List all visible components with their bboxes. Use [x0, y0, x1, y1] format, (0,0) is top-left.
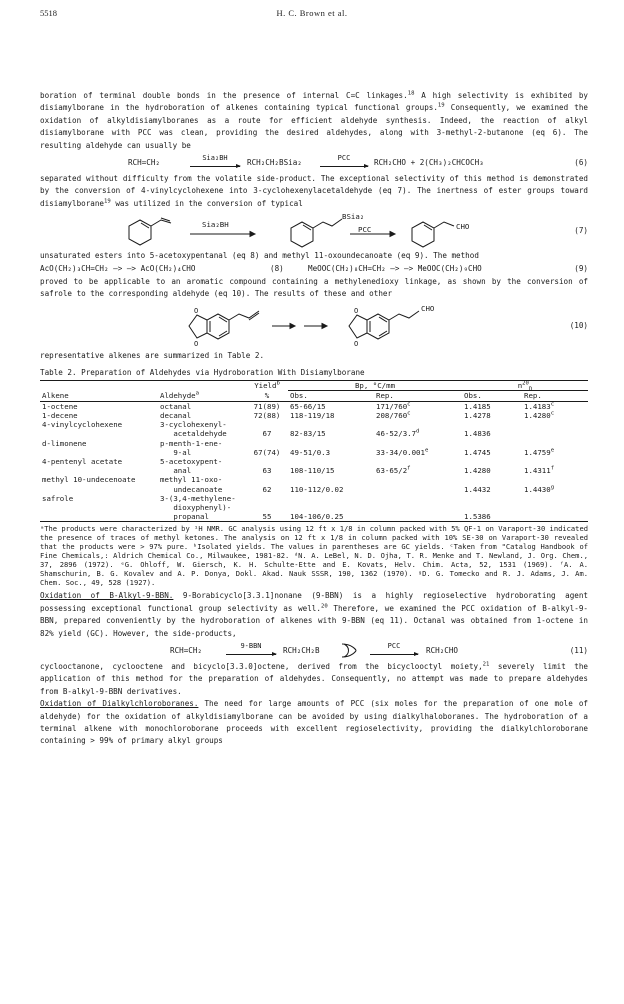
dioxole-ring-2 [349, 315, 367, 338]
table-row [40, 448, 588, 457]
cell-n-obs: 1.4745 [464, 447, 491, 457]
table-row [40, 512, 588, 522]
cell-aldehyde: acetaldehyde [160, 429, 227, 439]
cell-bp-rep: 171/760$^c$ [376, 401, 411, 411]
table-row [40, 401, 588, 411]
table-row [40, 457, 588, 466]
dioxole-ring-1 [189, 315, 207, 338]
cell-n-obs [462, 494, 522, 503]
cell-n-obs: 1.5386 [462, 512, 522, 522]
cell-yield: 55 [246, 512, 288, 522]
table-header-row-1: Yield$^b$ Bp, °C/mm $n^{20}_D$ [40, 381, 588, 391]
cell-yield [246, 503, 288, 512]
cell-bp-rep: 63-65/2$^f$ [376, 465, 411, 476]
eq6-arrow-2: PCC [320, 154, 368, 164]
cell-n-rep [522, 420, 588, 429]
cell-bp-obs [288, 420, 374, 429]
eq11-arrow-2: PCC [370, 642, 418, 652]
col-rep: Rep. [374, 391, 462, 401]
cell-bp-obs [288, 503, 374, 512]
cell-n-rep [522, 512, 588, 522]
cyclohexene-ring-2 [291, 222, 313, 247]
cell-bp-rep [374, 485, 462, 494]
table-row [40, 466, 588, 475]
cell-n-rep [522, 457, 588, 466]
cell-yield: 71(89) [253, 401, 281, 411]
cell-n-rep [522, 475, 588, 484]
cell-n-rep [522, 429, 588, 438]
table-row [40, 411, 588, 420]
eq6-intermediate: RCH₂CH₂BSia₂ [247, 158, 302, 168]
cell-n-obs: 1.4185 [464, 401, 491, 411]
cell-bp-obs: 108-110/15 [290, 466, 335, 476]
cell-aldehyde: anal [160, 466, 192, 476]
eq10-cho: CHO [421, 304, 435, 314]
cell-n-rep: 1.4183$^c$ [524, 401, 555, 411]
cell-n-rep [522, 503, 588, 512]
cell-alkene: 1-decene [42, 410, 78, 420]
cyclohexene-ring [129, 220, 151, 245]
cell-n-obs: 1.4836 [464, 429, 491, 439]
equation-10 [40, 300, 588, 350]
cell-aldehyde: 3-cyclohexenyl- [160, 420, 227, 430]
cell-bp-obs [288, 439, 374, 448]
cell-aldehyde: p-menth-1-ene- [160, 438, 223, 448]
eq6-reactant: RCH=CH₂ [128, 158, 161, 168]
section-9bbn: Oxidation of B-Alkyl-9-BBN. 9-Borabicyclo[3.3.1]nonane (9-BBN) is a highly regioselective hydroborating agent possessing exceptional functional group selectivity as well.$^{20}$ Therefore, we examined the PCC oxidation of B-alkyl-9-BBN, prepared conveniently by the hydroboration of alkenes with 9-BBN (eq 11). Octanal was obtained from 1-octene in 82% yield (GC). However, the side-products, [40, 591, 589, 638]
cell-bp-obs: 110-112/0.02 [290, 484, 344, 494]
col-nd: n [517, 381, 523, 391]
eq7-cho: CHO [456, 222, 470, 232]
cell-aldehyde: octanal [160, 401, 192, 411]
vinyl-group [151, 220, 171, 226]
cell-bp-obs: 104-106/0.25 [288, 512, 374, 522]
cell-yield: 63 [262, 466, 272, 476]
cell-n-rep: 1.4430$^g$ [524, 484, 555, 494]
cell-n-obs [462, 503, 522, 512]
eq11-arrow-1: 9-BBN [226, 642, 276, 652]
col-yield: Yield [254, 381, 277, 391]
eq7-reagent2: PCC [358, 225, 372, 235]
eq10-structures [40, 300, 588, 350]
cell-n-obs [462, 439, 522, 448]
eq6-arrow-1: Sia₂BH [190, 154, 240, 164]
col-pct: % [246, 391, 288, 401]
cyclohexene-ring-3 [412, 222, 434, 247]
eq6-product: RCH₂CHO + 2(CH₃)₂CHCOCH₃ [374, 158, 484, 168]
cell-bp-rep: 33-34/0.001e [376, 447, 429, 457]
cell-yield: 62 [262, 484, 272, 494]
page-number: 5518 [40, 8, 57, 18]
bicyclooctyl-icon [340, 642, 360, 659]
cell-bp-obs [288, 457, 374, 466]
cell-aldehyde: decanal [160, 410, 192, 420]
cell-yield [246, 475, 288, 484]
cell-bp-rep [374, 439, 462, 448]
cell-bp-rep [374, 457, 462, 466]
cell-alkene: d-limonene [42, 438, 87, 448]
cell-aldehyde: methyl 11-oxo- [160, 475, 223, 485]
cell-aldehyde: propanal [158, 512, 246, 522]
cell-n-rep: 1.4280$^c$ [524, 410, 555, 420]
eq9-number: (9) [574, 263, 588, 273]
eq11-number: (11) [569, 645, 588, 655]
paragraph-4: proved to be applicable to an aromatic compound containing a methylenedioxy linkage, as shown by the conversion of safrole to the corresponding aldehyde (eq 10). The results of these and other [40, 276, 588, 299]
equations-8-9 [40, 263, 588, 276]
eq7-number: (7) [574, 226, 588, 236]
eq10-o-label-3: O [354, 307, 359, 316]
table-row [40, 494, 588, 503]
cell-aldehyde: 9-al [160, 447, 192, 457]
cell-bp-rep [374, 512, 462, 522]
cell-alkene: methyl 10-undecenoate [42, 475, 136, 485]
section-9bbn-heading: Oxidation of B-Alkyl-9-BBN. [40, 591, 174, 601]
cell-alkene: 1-octene [42, 401, 78, 411]
cell-aldehyde: dioxyphenyl)- [160, 502, 232, 512]
cell-n-rep: 1.4759e [524, 447, 555, 457]
col-aldehyde: Aldehyde [160, 390, 196, 400]
table-header-row-2: Alkene Aldehyde$^a$ % Obs. Rep. Obs. Rep. [40, 391, 588, 401]
equation-11 [40, 642, 588, 659]
table-row [40, 485, 588, 494]
equation-6 [40, 154, 588, 171]
cell-alkene [40, 503, 158, 512]
col-bp: Bp, °C/mm [288, 381, 462, 391]
cell-bp-obs [288, 494, 374, 503]
paragraph-2: separated without difficulty from the volatile side-product. The exceptional selectivity of this method is demonstrated by the conversion of 4-vinylcyclohexene into 3-cyclohexenylacetaldehyde (eq 7). The inertness of ester groups toward disiamylborane$^{19}$ was utilized in the conversion of typical [40, 174, 588, 208]
article-body [40, 90, 588, 748]
table-row [40, 439, 588, 448]
cell-n-obs: 1.4280 [464, 466, 491, 476]
eq7-structures [40, 210, 588, 250]
cell-n-obs [462, 457, 522, 466]
col-rep2: Rep. [522, 391, 588, 401]
cell-alkene [40, 485, 158, 494]
cell-yield: 67(74) [253, 447, 281, 457]
eq6-number: (6) [574, 158, 588, 168]
eq8-text: AcO(CH₂)₃CH=CH₂ —> —> AcO(CH₂)₄CHO [40, 263, 196, 273]
cell-bp-rep [374, 475, 462, 484]
eq10-o-label-4: O [354, 340, 359, 349]
cell-alkene [40, 512, 158, 522]
col-obs2: Obs. [462, 391, 522, 401]
cell-alkene: safrole [42, 493, 74, 503]
paragraph-3: unsaturated esters into 5-acetoxypentanal (eq 8) and methyl 11-oxoundecanoate (eq 9). The method [40, 251, 479, 261]
eq11-reactant: RCH=CH₂ [170, 645, 203, 655]
cell-yield: 72(88) [253, 410, 281, 420]
equation-7 [40, 210, 588, 250]
section-chloroboranes-heading: Oxidation of Dialkylchloroboranes. [40, 699, 199, 709]
cell-bp-obs: 82-83/15 [290, 429, 326, 439]
cell-bp-obs: 49-51/0.3 [290, 447, 331, 457]
running-title: H. C. Brown et al. [276, 8, 348, 18]
section-chloroboranes: Oxidation of Dialkylchloroboranes. The need for large amounts of PCC (six moles for the preparation of one mole of aldehyde) for the oxidation of alkyldisiamylborane can be avoided by using dialkylhaloboranes. The hydroboration of a terminal alkene with monochloroborane proceeds with excellent regioselectivity, providing the dialkylchloroborane containing > 99% of primary alkyl groups [40, 699, 588, 746]
eq8-number: (8) [270, 263, 284, 273]
paragraph-1: boration of terminal double bonds in the presence of internal C=C linkages.$^{18}$ A high selectivity is exhibited by disiamylborane in the hydroboration of alkenes containing typical functional groups.$^{19}$ Consequently, we examined the oxidation of alkyldisiamylboranes as a route for efficient aldehyde synthesis. Indeed, the reaction of alkyl disiamylborane with PCC was clean, providing the desired aldehydes, along with 3-methyl-2-butanone (eq 6). The resulting aldehyde can usually be [40, 90, 589, 150]
paragraph-5: representative alkenes are summarized in Table 2. [40, 351, 265, 361]
cell-bp-rep: 208/760$^c$ [376, 410, 411, 420]
table-body [40, 401, 588, 522]
cell-alkene [40, 448, 158, 457]
cell-alkene: 4-vinylcyclohexene [42, 420, 123, 430]
cell-bp-obs: 65-66/15 [290, 401, 326, 411]
cell-bp-rep [374, 503, 462, 512]
cell-alkene [40, 429, 158, 438]
cell-n-rep [522, 439, 588, 448]
cell-yield: 67 [262, 429, 272, 439]
table-row [40, 429, 588, 438]
cell-yield [246, 457, 288, 466]
col-alkene: Alkene [40, 391, 158, 401]
cell-n-obs [462, 475, 522, 484]
table-row [40, 475, 588, 484]
cell-bp-obs [288, 475, 374, 484]
cell-n-obs: 1.4278 [464, 410, 491, 420]
eq10-o-label-1: O [194, 307, 199, 316]
table-row [40, 420, 588, 429]
table-title: Table 2. Preparation of Aldehydes via Hydroboration With Disiamylborane [40, 367, 365, 377]
eq10-o-label-2: O [194, 340, 199, 349]
allyl-chain [229, 311, 259, 320]
cell-bp-obs: 118-119/18 [290, 410, 335, 420]
cell-n-rep [522, 494, 588, 503]
paragraph-6: cyclooctanone, cyclooctene and bicyclo[3.3.0]octene, derived from the bicyclooctyl moiety,$^{21}$ severely limit the application of this method for the preparation of aldehydes. Consequently, no attempt was made to prepare aldehydes from B-alkyl-9-BBN derivatives. [40, 661, 588, 696]
aldehyde-table [40, 380, 588, 522]
cell-aldehyde: undecanoate [160, 484, 223, 494]
cell-alkene: 4-pentenyl acetate [42, 456, 123, 466]
cell-n-rep: 1.4311$^f$ [524, 465, 555, 476]
eq11-product: RCH₂CHO [426, 645, 459, 655]
cell-alkene [40, 466, 158, 475]
col-obs: Obs. [288, 391, 374, 401]
table-row [40, 503, 588, 512]
cell-yield [246, 494, 288, 503]
cell-n-obs [462, 420, 522, 429]
table-footnote: ᵃThe products were characterized by ¹H NMR. GC analysis using 12 ft x 1/8 in column packed with 5% QF-1 on Varaport-30 indicated the presence of traces of methyl ketones. The analysis on 12 ft x 1/8 in column packed with 10% SE-30 on Varaport-30 revealed that the products were > 97% pure. ᵇIsolated yields. The values in parentheses are GC yields. ᶜTaken from "Catalog Handbook of Fine Chemicals,: Aldrich Chemical Co., Milwaukee, 1981-82. ᵈN. A. LeBel, N. D. Ojha, T. R. Menke and T. Newland, J. Org. Chem., 37, 2896 (1972). ᵉG. Ohloff, W. Giersch, K. H. Schulte-Ette and E. Kovats, Helv. Chim. Acta, 52, 1531 (1969). ᶠA. A. Shamschurin, B. G. Kovalev and A. P. Donya, Dokl. Akad. Nauk SSSR, 190, 1362 (1970). ᵍD. G. Tomecko and R. J. Adams, J. Am. Chem. Soc., 49, 528 (1927). [40, 524, 588, 588]
cell-aldehyde: 5-acetoxypent- [160, 456, 223, 466]
page-header [40, 8, 584, 20]
cell-bp-rep: 46-52/3.7$^d$ [376, 428, 420, 439]
cell-yield [246, 420, 288, 429]
cell-yield [246, 439, 288, 448]
eq7-bsia: BSia₂ [342, 212, 365, 222]
eq11-intermediate: RCH₂CH₂B [283, 645, 320, 655]
eq9-text: MeOOC(CH₂)₈CH=CH₂ —> —> MeOOC(CH₂)₉CHO [308, 263, 482, 273]
eq10-number: (10) [569, 321, 588, 331]
cell-aldehyde: 3-(3,4-methylene- [160, 493, 236, 503]
cell-bp-rep [374, 494, 462, 503]
eq7-reagent1: Sia₂BH [202, 220, 229, 230]
cell-n-obs: 1.4432 [464, 484, 491, 494]
